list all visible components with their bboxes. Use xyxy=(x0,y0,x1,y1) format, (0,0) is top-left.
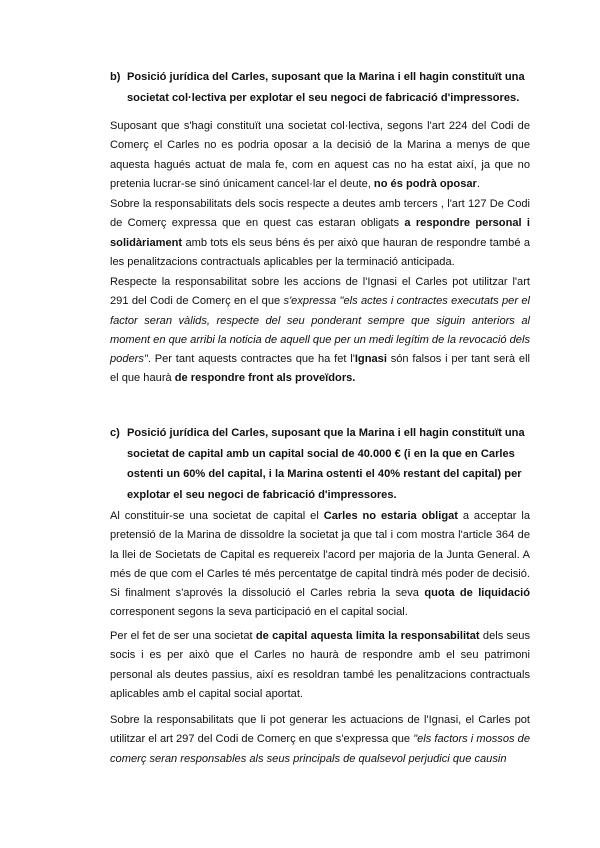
section-c-title: Posició jurídica del Carles, suposant que la Marina i ell hagin constituït una societat de capital amb un capital social de 40.000 € (i en la que en Carles ostenti un 60% del capital, i la Marina ostenti el 40% restant del capital) per explotar el seu negoci de fabricació d'impressores. xyxy=(127,427,525,501)
emphasis: Carles no estaria obligat xyxy=(323,510,458,522)
section-b-label: b) xyxy=(110,71,121,83)
section-c-label: c) xyxy=(110,427,120,439)
section-c-paragraph-2: Per el fet de ser una societat de capital aquesta limita la responsabilitat dels seus socis i es per això que el Carles no haurà de respondre amb el seu patrimoni personal als deutes passius, així es resoldran també les penalitzacions contractuals aplicables amb el capital social aportat. xyxy=(110,630,530,700)
section-b-heading xyxy=(110,67,530,108)
section-c-heading xyxy=(110,423,530,505)
emphasis: quota de liquidació xyxy=(424,587,530,600)
emphasis: no és podrà oposar xyxy=(373,177,477,190)
quote: s'expressa "els actes i contractes executats per el factor seran vàlids, respecte del seu ponderant sempre que siguin anteriors al moment en que arribi la noticia de aquell que per un medi legítim de la revocació dels poders" xyxy=(110,295,531,366)
section-c-paragraph-3: Sobre la responsabilitats que li pot generar les actuacions de l'Ignasi, el Carles pot utilitzar el art 297 del Codi de Comerç en que s'expressa que "els factors i mossos de comerç seran responsables als seus principals de qualsevol perjudici que causin xyxy=(110,714,530,765)
emphasis: de capital aquesta limita la responsabilitat xyxy=(255,630,480,642)
section-b-title: Posició jurídica del Carles, suposant que la Marina i ell hagin constituït una societat col·lectiva per explotar el seu negoci de fabricació d'impressores. xyxy=(127,71,525,104)
section-b-paragraph-1: Suposant que s'hagi constituït una societat col·lectiva, segons l'art 224 del Codi de Comerç el Carles no es podria oposar a la decisió de la Marina a menys de que aquesta hagués actuat de mala fe, com en aquest cas no ha estat així, ja que no pretenia lucrar-se sinó únicament cancel·lar el deute, no és podrà oposar. xyxy=(110,120,530,190)
emphasis: de respondre front als proveïdors. xyxy=(174,372,356,385)
section-c-paragraph-1: Al constituir-se una societat de capital el Carles no estaria obligat a acceptar la pretensió de la Marina de dissoldre la societat ja que tal i com mostra l'article 364 de la llei de Societats de Capital es requereix l'acord per majoria de la Junta General. A més de que com el Carles té més percentatge de capital tindrà més poder de decisió. Si finalment s'aprovés la dissolució el Carles rebria la seva quota de liquidació corresponent segons la seva participació en el capital social. xyxy=(110,510,530,619)
section-b-paragraph-2: Sobre la responsabilitats dels socis respecte a deutes amb tercers , l'art 127 De Codi de Comerç expressa que en quest cas estaran obligats a respondre personal i solidàriament amb tots els seus béns és per això que hauran de respondre també a les penalitzacions contractuals aplicables per la terminació anticipada. xyxy=(110,198,530,268)
emphasis: a respondre personal i solidàriament xyxy=(110,217,530,249)
quote: "els factors i mossos de comerç seran responsables als seus principals de qualsevol perjudici que causin xyxy=(110,733,530,765)
emphasis: Ignasi xyxy=(354,353,387,366)
section-b-paragraph-3: Respecte la responsabilitat sobre les accions de l'Ignasi el Carles pot utilitzar l'art 291 del Codi de Comerç en el que s'expressa "els actes i contractes executats per el factor seran vàlids, respecte del seu ponderant sempre que siguin anteriors al moment en que arribi la noticia de aquell que per un medi legítim de la revocació dels poders". Per tant aquests contractes que ha fet l'Ignasi són falsos i per tant serà ell el que haurà de respondre front als proveïdors. xyxy=(110,276,531,385)
